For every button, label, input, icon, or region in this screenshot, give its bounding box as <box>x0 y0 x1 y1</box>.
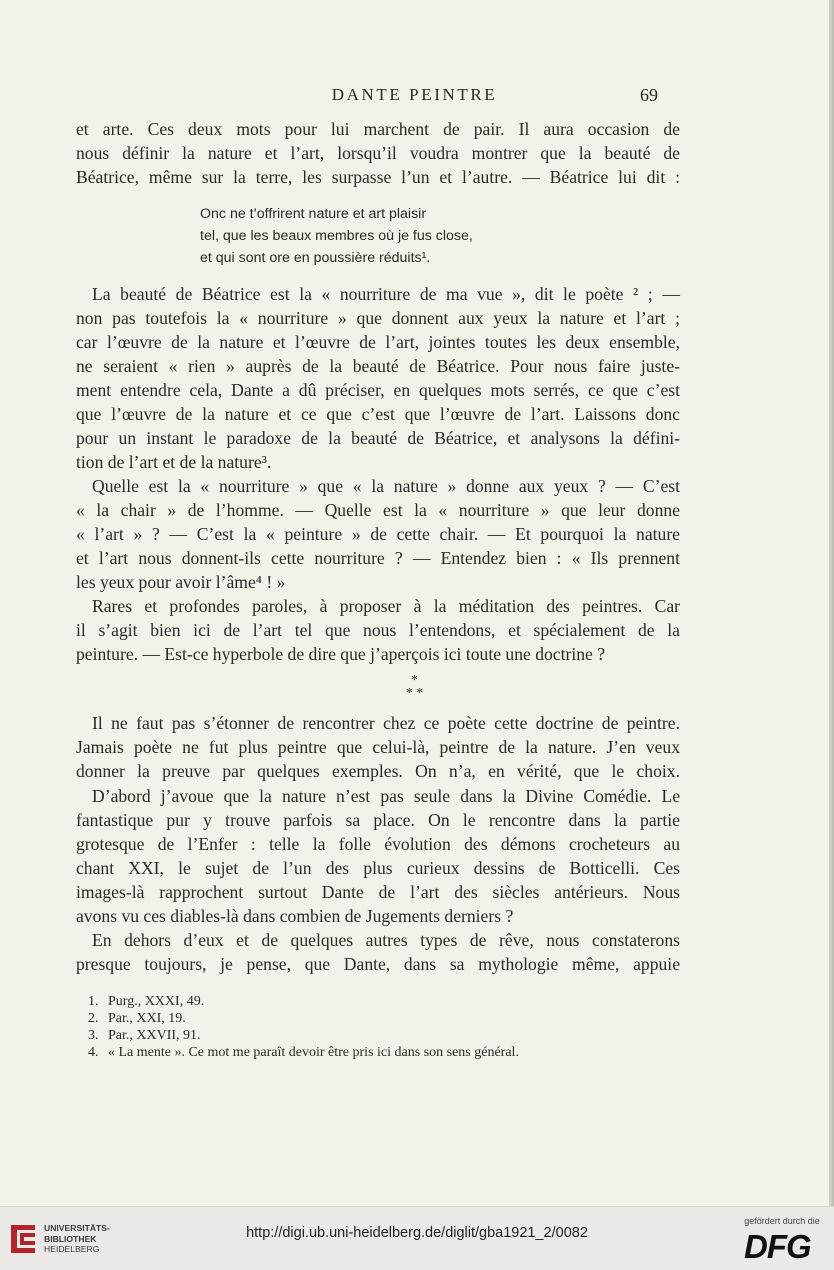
body-line: tion de l’art et de la nature³. <box>76 452 272 472</box>
page-number: 69 <box>640 85 658 105</box>
body-line: non pas toutefois la « nourriture » que donnent aux yeux la nature et l’art ; <box>76 308 680 328</box>
separator-stars: * * <box>405 686 424 701</box>
body-line: images-là rapprochent surtout Dante de l’art des siècles antérieurs. Nous <box>76 882 680 902</box>
body-line: avons vu ces diables-là dans combien de Jugements derniers ? <box>76 906 514 926</box>
footnote-text: « La mente ». Ce mot me paraît devoir être pris ici dans son sens général. <box>108 1045 519 1060</box>
verse-line: Onc ne t’offrirent nature et art plaisir <box>200 206 427 222</box>
body-line: que l’œuvre de la nature et ce que c’est que l’œuvre de l’art. Laissons donc <box>76 404 680 424</box>
body-line: donner la preuve par quelques exemples. On n’a, en vérité, que le choix. <box>76 761 680 781</box>
body-line: pour un instant le paradoxe de la beauté de Béatrice, et analysons la défini- <box>76 428 680 448</box>
footnote <box>88 993 648 1010</box>
dfg-logo: DFG <box>744 1228 811 1265</box>
body-line: fantastique pur y trouve parfois sa place. On le rencontre dans la partie <box>76 810 680 830</box>
body-line: car l’œuvre de la nature et l’œuvre de l’art, jointes toutes les deux ensemble, <box>76 332 680 352</box>
funding-caption: gefördert durch die <box>744 1216 820 1226</box>
verse-line: tel, que les beaux membres où je fus close, <box>200 228 473 244</box>
body-line: et l’art nous donnent-ils cette nourriture ? — Entendez bien : « Ils prennent <box>76 548 680 568</box>
separator-star: * <box>411 673 418 688</box>
body-line: il s’agit bien ici de l’art tel que nous l’entendons, et spécialement de la <box>76 620 680 640</box>
footnote-text: Par., XXVII, 91. <box>108 1028 201 1043</box>
body-line: « la chair » de l’homme. — Quelle est la « nourriture » que leur donne <box>76 500 680 520</box>
footnote-number: 1. <box>88 994 99 1009</box>
library-name-line: BIBLIOTHEK <box>44 1233 97 1244</box>
body-line: et arte. Ces deux mots pour lui marchent de pair. Il aura occasion de <box>76 119 680 139</box>
footnote <box>88 1027 648 1044</box>
body-line: Il ne faut pas s’étonner de rencontrer chez ce poète cette doctrine de peintre. <box>92 713 680 733</box>
body-line: Rares et profondes paroles, à proposer à la méditation des peintres. Car <box>92 596 680 616</box>
body-line: Jamais poète ne fut plus peintre que celui-là, peintre de la nature. J’en veux <box>76 737 680 757</box>
body-line: nous définir la nature et l’art, lorsqu’il voudra montrer que la beauté de <box>76 143 680 163</box>
viewer-footer <box>0 1206 834 1270</box>
body-line: « l’art » ? — C’est la « peinture » de cette chair. — Et pourquoi la nature <box>76 524 680 544</box>
body-line: D’abord j’avoue que la nature n’est pas seule dans la Divine Comédie. Le <box>92 786 680 806</box>
body-line: les yeux pour avoir l’âme⁴ ! » <box>76 572 286 592</box>
body-line: ment entendre cela, Dante a dû préciser, en quelques mots serrés, ce que c’est <box>76 380 680 400</box>
page-url-link[interactable]: http://digi.ub.uni-heidelberg.de/diglit/gba1921_2/0082 <box>246 1225 588 1241</box>
footnote-number: 3. <box>88 1028 99 1043</box>
running-title: DANTE PEINTRE <box>331 85 498 104</box>
footnote-number: 2. <box>88 1011 99 1026</box>
body-line: Béatrice, même sur la terre, les surpasse l’un et l’autre. — Béatrice lui dit : <box>76 167 680 187</box>
body-line: presque toujours, je pense, que Dante, dans sa mythologie même, appuie <box>76 954 680 974</box>
verse-line: et qui sont ore en poussière réduits¹. <box>200 250 431 266</box>
body-line: chant XXI, le sujet de l’un des plus curieux dessins de Botticelli. Ces <box>76 858 680 878</box>
body-line: Quelle est la « nourriture » que « la nature » donne aux yeux ? — C’est <box>92 476 680 496</box>
body-line: peinture. — Est-ce hyperbole de dire que j’aperçois ici toute une doctrine ? <box>76 644 606 664</box>
body-line: La beauté de Béatrice est la « nourriture de ma vue », dit le poète ² ; — <box>92 284 680 304</box>
body-line: grotesque de l’Enfer : telle la folle évolution des démons crocheteurs au <box>76 834 680 854</box>
body-line: ne seraient « rien » auprès de la beauté de Béatrice. Pour nous faire juste- <box>76 356 680 376</box>
footnote-text: Par., XXI, 19. <box>108 1011 186 1026</box>
footnote <box>88 1044 648 1061</box>
footnote <box>88 1010 648 1027</box>
footnote-number: 4. <box>88 1045 99 1060</box>
footnote-text: Purg., XXXI, 49. <box>108 994 205 1009</box>
page-edge <box>829 0 834 1206</box>
body-line: En dehors d’eux et de quelques autres types de rêve, nous constaterons <box>92 930 680 950</box>
library-name-line: HEIDELBERG <box>44 1244 100 1254</box>
library-name-line: UNIVERSITÄTS- <box>44 1223 110 1233</box>
